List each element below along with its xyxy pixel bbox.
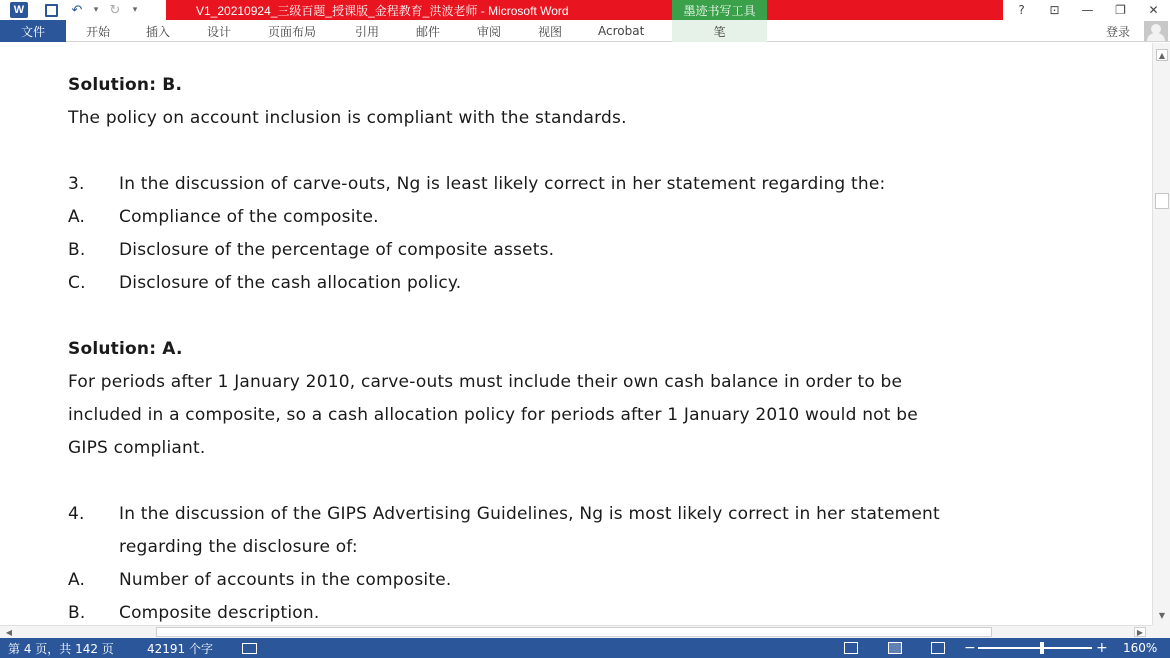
tab-page-layout[interactable]: 页面布局 bbox=[268, 24, 317, 39]
tab-pen[interactable]: 笔 bbox=[672, 20, 767, 42]
tab-design[interactable]: 设计 bbox=[207, 24, 232, 39]
avatar[interactable] bbox=[1144, 21, 1168, 41]
question-number: 4. bbox=[68, 504, 85, 524]
ink-tools-context-tab: 墨迹书写工具 bbox=[672, 0, 767, 20]
tab-view[interactable]: 视图 bbox=[538, 24, 563, 39]
tab-acrobat[interactable]: Acrobat bbox=[598, 24, 645, 38]
book-icon bbox=[242, 643, 257, 654]
solution-a-line-2: included in a composite, so a cash allocation policy for periods after 1 January 2010 would not be bbox=[68, 405, 918, 425]
option-text: Number of accounts in the composite. bbox=[119, 570, 452, 590]
scroll-left-icon[interactable]: ◀ bbox=[5, 627, 13, 637]
question-text: regarding the disclosure of: bbox=[119, 537, 358, 557]
solution-a-heading: Solution: A. bbox=[68, 339, 183, 359]
proofing-icon[interactable] bbox=[242, 638, 257, 658]
option-text: Disclosure of the cash allocation policy. bbox=[119, 273, 462, 293]
scrollbar-corner bbox=[1152, 625, 1170, 638]
save-icon bbox=[45, 4, 58, 17]
web-layout-icon[interactable] bbox=[931, 642, 945, 654]
redo-button[interactable]: ↻ bbox=[109, 2, 121, 18]
tab-review[interactable]: 审阅 bbox=[477, 24, 502, 39]
zoom-in-button[interactable]: + bbox=[1096, 640, 1108, 656]
vertical-scroll-thumb[interactable] bbox=[1155, 193, 1169, 209]
page-indicator[interactable]: 第 4 页，共 142 页 bbox=[8, 641, 114, 656]
avatar-body-icon bbox=[1147, 33, 1165, 41]
document-area[interactable] bbox=[0, 43, 1152, 625]
customize-qat-icon[interactable]: ▾ bbox=[132, 5, 138, 15]
option-label: A. bbox=[68, 207, 86, 227]
scroll-up-icon[interactable]: ▲ bbox=[1156, 49, 1168, 61]
undo-button[interactable]: ↶ bbox=[71, 2, 83, 18]
option-text: Disclosure of the percentage of composite assets. bbox=[119, 240, 555, 260]
sign-in-link[interactable]: 登录 bbox=[1106, 24, 1131, 39]
window-controls bbox=[1005, 0, 1170, 20]
status-bar bbox=[0, 638, 1170, 658]
solution-a-line-3: GIPS compliant. bbox=[68, 438, 206, 458]
scroll-right-icon[interactable]: ▶ bbox=[1134, 627, 1146, 637]
solution-b-heading: Solution: B. bbox=[68, 75, 183, 95]
tab-references[interactable]: 引用 bbox=[355, 24, 380, 39]
save-button[interactable] bbox=[38, 0, 64, 20]
undo-dropdown-icon[interactable]: ▾ bbox=[93, 5, 99, 15]
minimize-button[interactable]: — bbox=[1081, 3, 1094, 17]
ribbon-tab-bar bbox=[0, 20, 1170, 42]
title-bar bbox=[0, 0, 1170, 20]
option-label: A. bbox=[68, 570, 86, 590]
question-text: In the discussion of the GIPS Advertising Guidelines, Ng is most likely correct in her statement bbox=[119, 504, 940, 524]
question-number: 3. bbox=[68, 174, 85, 194]
zoom-level[interactable]: 160% bbox=[1123, 641, 1158, 655]
zoom-out-button[interactable]: − bbox=[964, 640, 976, 656]
read-mode-icon[interactable] bbox=[844, 642, 858, 654]
tab-home[interactable]: 开始 bbox=[86, 24, 111, 39]
print-layout-icon[interactable] bbox=[888, 642, 902, 654]
horizontal-scroll-thumb[interactable] bbox=[156, 627, 992, 637]
vertical-scrollbar[interactable] bbox=[1152, 43, 1170, 625]
close-button[interactable]: ✕ bbox=[1148, 3, 1159, 17]
option-text: Compliance of the composite. bbox=[119, 207, 379, 227]
solution-b-text: The policy on account inclusion is compliant with the standards. bbox=[68, 108, 627, 128]
solution-a-line-1: For periods after 1 January 2010, carve-outs must include their own cash balance in order to be bbox=[68, 372, 903, 392]
option-label: B. bbox=[68, 603, 86, 623]
word-count[interactable]: 42191 个字 bbox=[147, 641, 213, 656]
zoom-slider-thumb[interactable] bbox=[1040, 642, 1044, 654]
option-text: Composite description. bbox=[119, 603, 320, 623]
tab-mailings[interactable]: 邮件 bbox=[416, 24, 441, 39]
window-title: V1_20210924_三级百题_授课版_金程教育_洪波老师 - Microsoft Word bbox=[196, 4, 569, 18]
quick-access-toolbar bbox=[0, 0, 142, 20]
ribbon-display-options-button[interactable]: ⊡ bbox=[1049, 3, 1060, 17]
zoom-slider[interactable] bbox=[978, 647, 1092, 649]
restore-button[interactable]: ❐ bbox=[1115, 3, 1126, 17]
horizontal-scrollbar[interactable] bbox=[0, 625, 1152, 638]
tab-insert[interactable]: 插入 bbox=[146, 24, 171, 39]
option-label: B. bbox=[68, 240, 86, 260]
help-button[interactable]: ? bbox=[1018, 3, 1025, 17]
question-text: In the discussion of carve-outs, Ng is least likely correct in her statement regarding the: bbox=[119, 174, 886, 194]
tab-file[interactable]: 文件 bbox=[0, 20, 66, 42]
scroll-down-icon[interactable]: ▼ bbox=[1158, 610, 1166, 620]
option-label: C. bbox=[68, 273, 86, 293]
word-logo-icon[interactable]: W bbox=[10, 2, 28, 18]
